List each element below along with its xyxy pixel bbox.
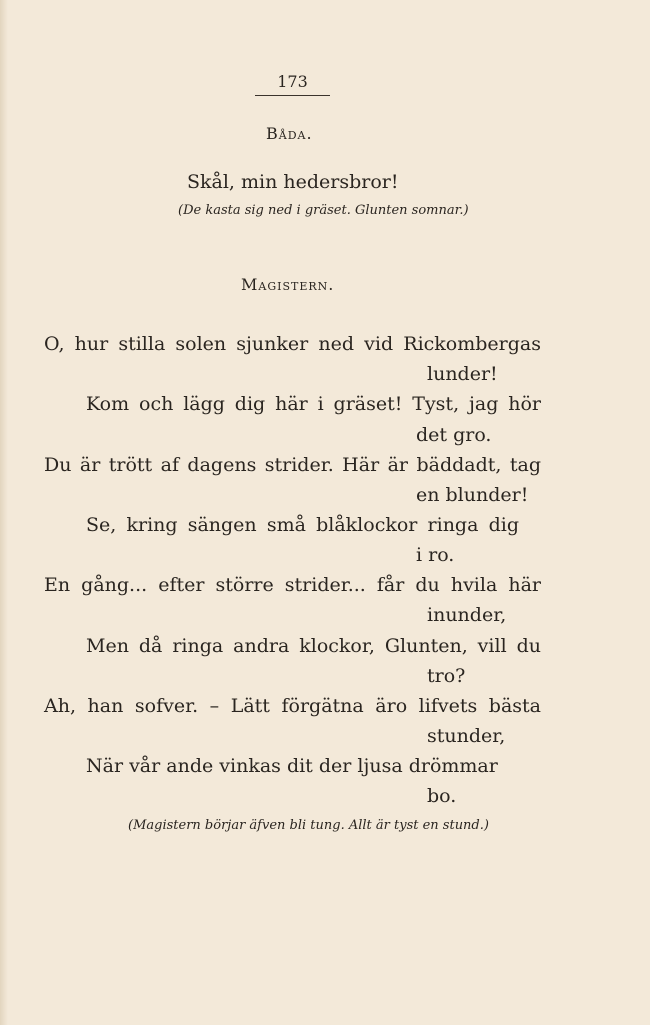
verse-line: Kom och lägg dig här i gräset! Tyst, jag hör bbox=[86, 393, 541, 415]
verse-line-continuation: lunder! bbox=[427, 363, 498, 385]
stage-direction: (Magistern börjar äfven bli tung. Allt är tyst en stund.) bbox=[128, 818, 489, 833]
verse-line-continuation: det gro. bbox=[416, 424, 492, 446]
verse-line-continuation: i ro. bbox=[416, 544, 455, 566]
header-rule bbox=[255, 95, 330, 96]
verse-line: Ah, han sofver. – Lätt förgätna äro lifvets bästa bbox=[44, 695, 541, 717]
verse-line-continuation: stunder, bbox=[427, 725, 506, 747]
verse-line-continuation: inunder, bbox=[427, 604, 507, 626]
verse-line: O, hur stilla solen sjunker ned vid Rickombergas bbox=[44, 333, 541, 355]
page-edge bbox=[0, 0, 8, 1025]
verse-line: En gång... efter större strider... får du hvila här bbox=[44, 574, 541, 596]
speaker-heading: Båda. bbox=[266, 124, 313, 143]
verse-line: Skål, min hedersbror! bbox=[187, 171, 399, 193]
verse-line: Men då ringa andra klockor, Glunten, vill du bbox=[86, 635, 541, 657]
stage-direction: (De kasta sig ned i gräset. Glunten somnar.) bbox=[178, 203, 469, 218]
verse-line-continuation: bo. bbox=[427, 785, 457, 807]
verse-line-continuation: tro? bbox=[427, 665, 466, 687]
speaker-heading: Magistern. bbox=[241, 275, 335, 294]
page-number: 173 bbox=[277, 72, 308, 91]
verse-line: Du är trött af dagens strider. Här är bäddadt, tag bbox=[44, 454, 541, 476]
verse-line: Se, kring sängen små blåklockor ringa dig bbox=[86, 514, 519, 536]
verse-line-continuation: en blunder! bbox=[416, 484, 529, 506]
verse-line: När vår ande vinkas dit der ljusa drömmar bbox=[86, 755, 498, 777]
